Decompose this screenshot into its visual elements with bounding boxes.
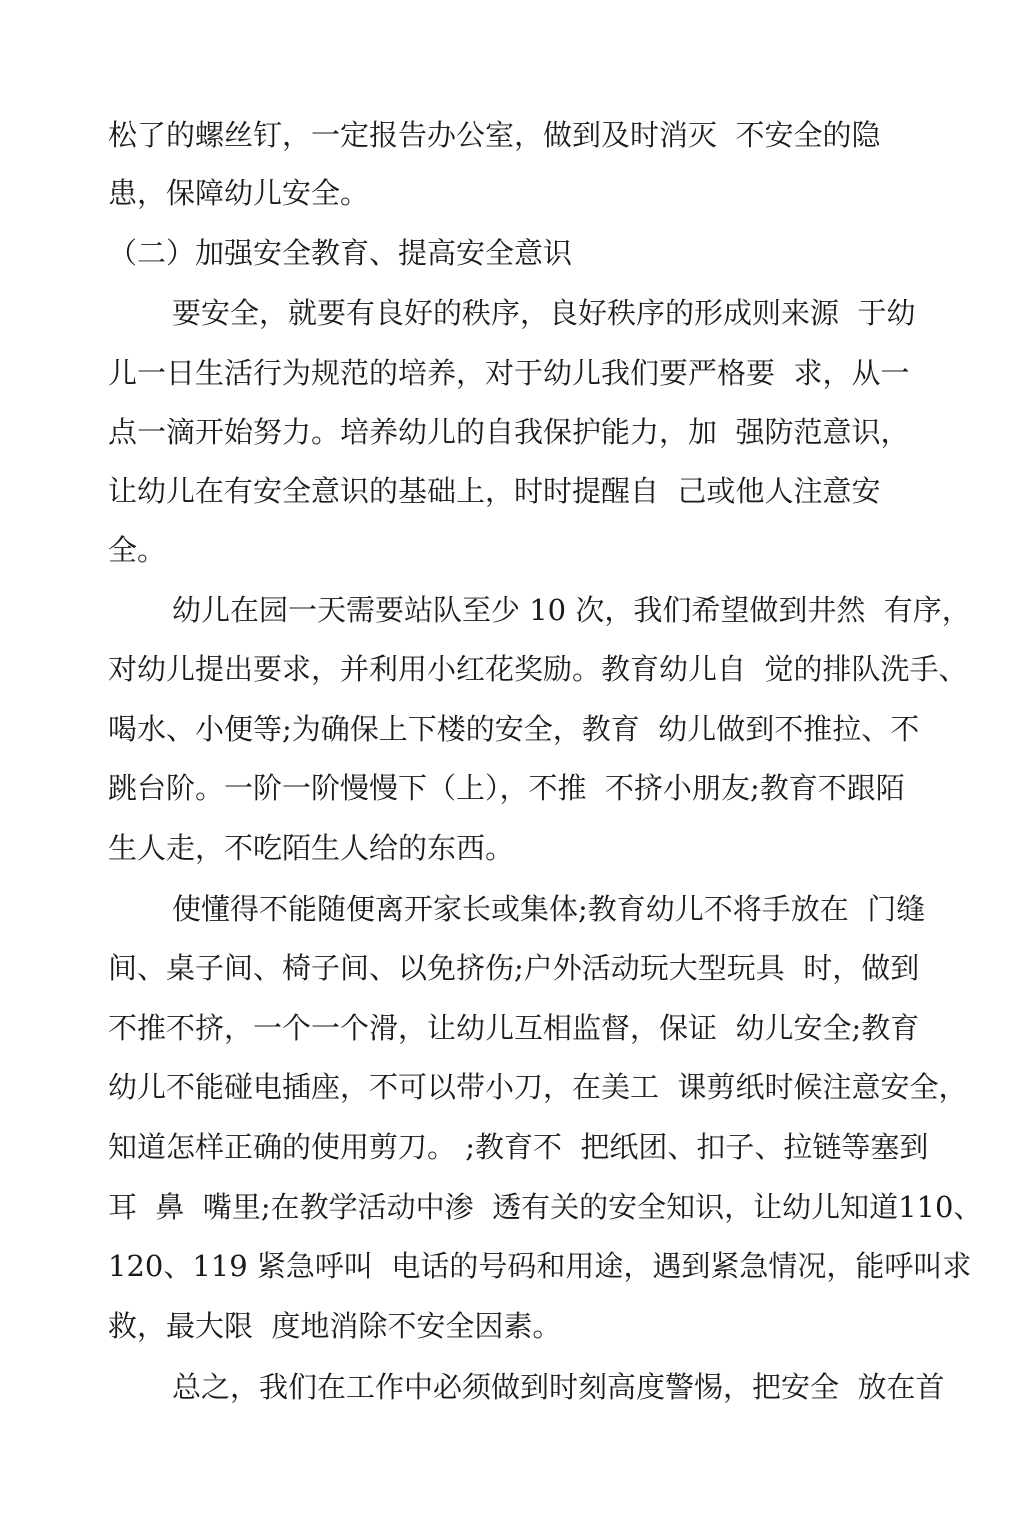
text-line: 对幼儿提出要求，并利用小红花奖励。教育幼儿自 觉的排队洗手、 xyxy=(108,652,968,686)
text-line: 点一滴开始努力。培养幼儿的自我保护能力，加 强防范意识， xyxy=(108,415,910,449)
text-line: 儿一日生活行为规范的培养，对于幼儿我们要严格要 求，从一 xyxy=(108,356,910,390)
text-line: 全。 xyxy=(108,533,167,567)
text-line: 松了的螺丝钉，一定报告办公室，做到及时消灭 不安全的隐 xyxy=(108,118,881,152)
section-heading: （二）加强安全教育、提高安全意识 xyxy=(108,236,573,270)
text-line: 耳 鼻 嘴里;在教学活动中渗 透有关的安全知识，让幼儿知道110、 xyxy=(108,1190,983,1224)
text-line: 救，最大限 度地消除不安全因素。 xyxy=(108,1309,562,1343)
text-line: 间、桌子间、椅子间、以免挤伤;户外活动玩大型玩具 时，做到 xyxy=(108,951,920,985)
text-line: 不推不挤，一个一个滑，让幼儿互相监督，保证 幼儿安全;教育 xyxy=(108,1011,920,1045)
text-line: 使懂得不能随便离开家长或集体;教育幼儿不将手放在 门缝 xyxy=(172,892,926,926)
text-line: 120、119 紧急呼叫 电话的号码和用途，遇到紧急情况，能呼叫求 xyxy=(108,1249,972,1283)
text-line: 幼儿在园一天需要站队至少 10 次，我们希望做到井然 有序， xyxy=(172,593,971,627)
text-line: 生人走，不吃陌生人给的东西。 xyxy=(108,831,515,865)
text-line: 患，保障幼儿安全。 xyxy=(108,176,370,210)
text-line: 让幼儿在有安全意识的基础上，时时提醒自 己或他人注意安 xyxy=(108,474,881,508)
text-line: 要安全，就要有良好的秩序，良好秩序的形成则来源 于幼 xyxy=(172,296,916,330)
text-line: 跳台阶。一阶一阶慢慢下（上），不推 不挤小朋友;教育不跟陌 xyxy=(108,771,905,805)
text-line: 总之，我们在工作中必须做到时刻高度警惕，把安全 放在首 xyxy=(172,1370,945,1404)
text-line: 知道怎样正确的使用剪刀。 ;教育不 把纸团、扣子、拉链等塞到 xyxy=(108,1130,929,1164)
text-line: 喝水、小便等;为确保上下楼的安全，教育 幼儿做到不推拉、不 xyxy=(108,712,920,746)
text-line: 幼儿不能碰电插座，不可以带小刀，在美工 课剪纸时候注意安全， xyxy=(108,1070,968,1104)
